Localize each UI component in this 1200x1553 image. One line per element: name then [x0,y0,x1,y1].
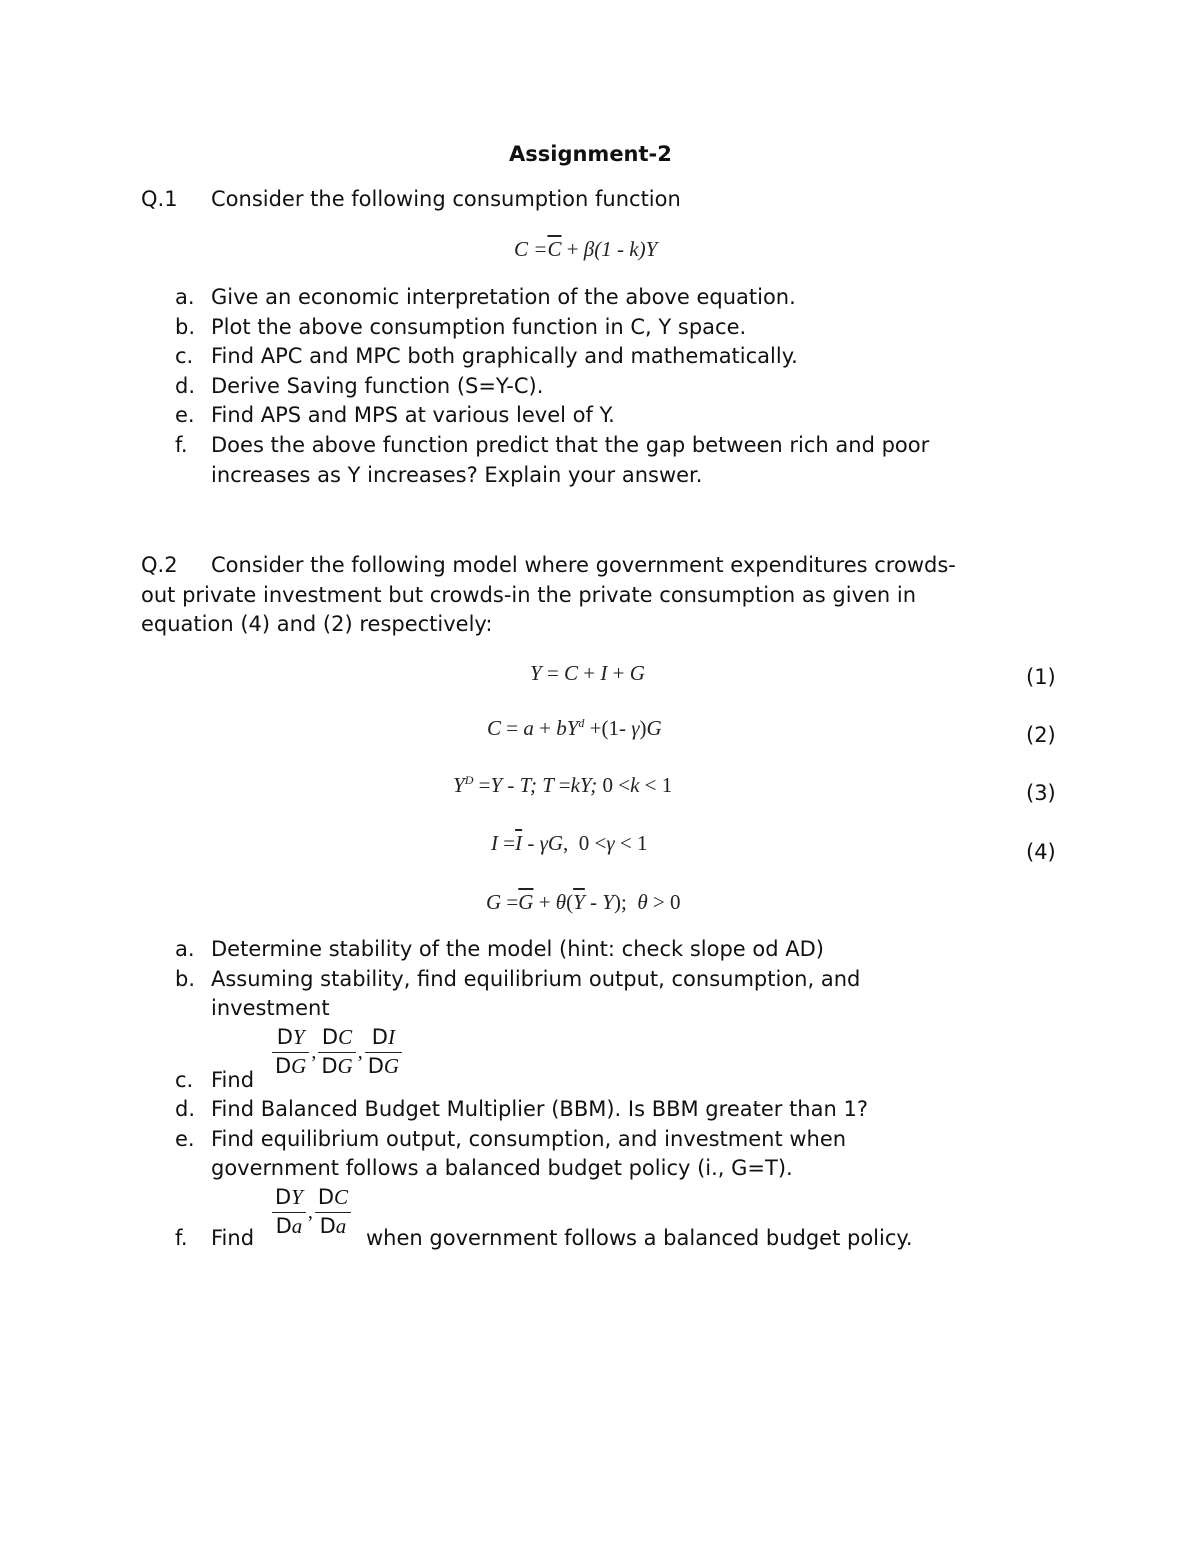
q2-item-f-marker: f. [175,1226,188,1250]
q1-item-f-text: Does the above function predict that the gap between rich and poor [211,433,930,457]
equation-1-number: (1) [1026,665,1056,689]
q2-intro-line2: out private investment but crowds-in the private consumption as given in [141,583,917,607]
q2-item-d-text: Find Balanced Budget Multiplier (BBM). Is BBM greater than 1? [211,1097,868,1121]
q1-item-c-marker: c. [175,344,194,368]
equation-3: $Y^D =Y - T$; T =kY; 0 <k < 1 [453,773,673,797]
q1-item-f-marker: f. [175,433,188,457]
q2-item-c-marker: c. [175,1068,194,1092]
q2-item-c-fractions: $\frac{DY}{DG}$ , $\frac{DC}{DG}$ , $\frac{DI}{DG}$ [270,1025,404,1079]
fraction-dy-da: $\frac{DY}{Da}$ [272,1185,306,1239]
q1-item-a-marker: a. [175,285,195,309]
q1-item-b-text: Plot the above consumption function in C, Y space. [211,315,747,339]
q1-label: Q.1 [141,187,178,211]
q2-item-b-text: Assuming stability, find equilibrium output, consumption, and [211,967,861,991]
q2-item-d-marker: d. [175,1097,196,1121]
fraction-dy-dg: $\frac{DY}{DG}$ [272,1025,309,1079]
fraction-di-dg: $\frac{DI}{DG}$ [365,1025,402,1079]
fraction-dc-da: $\frac{DC}{Da}$ [315,1185,351,1239]
q2-item-e-continuation: government follows a balanced budget policy (i., G=T). [211,1156,793,1180]
q2-label: Q.2 [141,553,178,577]
q2-item-e-marker: e. [175,1127,195,1151]
q2-item-a-text: Determine stability of the model (hint: check slope od AD) [211,937,824,961]
q1-item-b-marker: b. [175,315,196,339]
q1-item-c-text: Find APC and MPC both graphically and mathematically. [211,344,798,368]
q2-intro-line3: equation (4) and (2) respectively: [141,612,493,636]
equation-4-number: (4) [1026,840,1056,864]
page-title: Assignment-2 [509,142,672,166]
equation-3-number: (3) [1026,781,1056,805]
fraction-dc-dg: $\frac{DC}{DG}$ [318,1025,355,1079]
q2-item-b-marker: b. [175,967,196,991]
q1-item-e-marker: e. [175,403,195,427]
q2-item-f-suffix: when government follows a balanced budget policy. [366,1226,913,1250]
q1-intro: Consider the following consumption function [211,187,681,211]
q1-item-e-text: Find APS and MPS at various level of Y. [211,403,615,427]
equation-1: Y = C + I + G [530,661,645,685]
q1-item-f-continuation: increases as Y increases? Explain your answer. [211,463,703,487]
q2-intro-line1: Consider the following model where government expenditures crowds- [211,553,956,577]
q2-item-c-text: Find [211,1068,255,1092]
q2-item-a-marker: a. [175,937,195,961]
q1-item-a-text: Give an economic interpretation of the above equation. [211,285,796,309]
q1-consumption-equation: $C =\overline{C} + \beta(1 - k)Y$ [514,237,658,261]
equation-2-number: (2) [1026,723,1056,747]
equation-2: $C = a + bY^d +(1-$ γ)G [487,716,662,740]
equation-5: $G =\overline{G} + \theta(\overline{Y} - Y)$; θ > 0 [486,890,681,914]
q2-item-b-continuation: investment [211,996,330,1020]
equation-4: $I =\overline{I} - \gamma G$, 0 <γ < 1 [491,831,648,855]
q2-item-e-text: Find equilibrium output, consumption, and investment when [211,1127,847,1151]
q1-item-d-text: Derive Saving function (S=Y-C). [211,374,544,398]
q2-item-f-fractions: $\frac{DY}{Da}$ , $\frac{DC}{Da}$ [270,1185,353,1239]
q1-item-d-marker: d. [175,374,196,398]
q2-item-f-text: Find [211,1226,255,1250]
